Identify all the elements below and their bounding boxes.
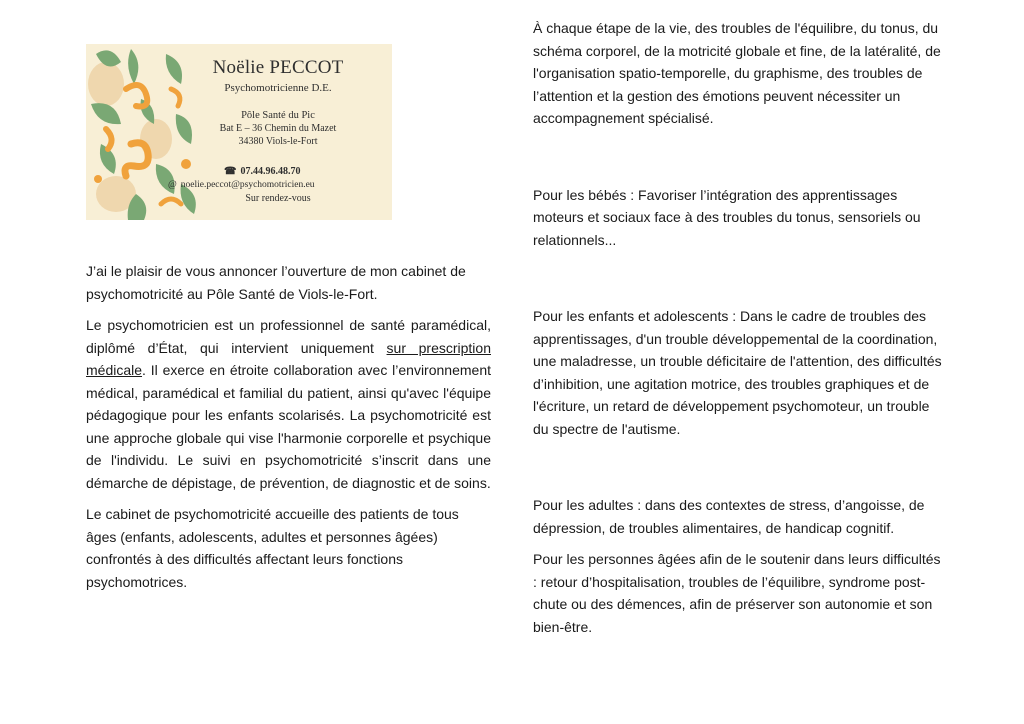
prescription-underlined: sur prescription médicale [86, 339, 491, 378]
card-address-line1: Bat E – 36 Chemin du Mazet [219, 123, 337, 134]
left-column [86, 260, 491, 593]
card-phone [224, 166, 300, 177]
phone-icon: ☎ [224, 166, 237, 177]
decorative-pattern [86, 44, 206, 220]
adults-paragraph: Pour les adultes : dans des contextes de stress, d’angoisse, de dépression, de troubles alimentaires, de handicap cognitif. [533, 497, 925, 536]
card-address-line2: 34380 Viols-le-Fort [238, 136, 318, 147]
profession-text-start: Le psychomotricien est un professionnel de santé paramédical, diplômé d’État, qui intervient uniquement [86, 317, 491, 356]
card-name: Noëlie PECCOT [212, 57, 344, 78]
card-pole: Pôle Santé du Pic [241, 110, 315, 121]
life-stages-paragraph: À chaque étape de la vie, des troubles de l'équilibre, du tonus, du schéma corporel, de la motricité globale et fine, de la latéralité, de l'organisation spatio-temporelle, du graphisme, des troubles de l’attention et la gestion des émotions peuvent nécessiter un accompagnement spécialisé. [533, 20, 941, 126]
profession-text-end: . Il exerce en étroite collaboration avec l’environnement médical, paramédical et familial du patient, ainsi qu'avec l'équipe pédagogique pour les enfants scolarisés. La psychomotricité est une approche globale qui vise l'harmonie corporelle et psychique de l'individu. Le suivi en psychomotricité s’inscrit dans une démarche de dépistage, de prévention, de diagnostic et de soins. [86, 362, 491, 491]
elderly-paragraph: Pour les personnes âgées afin de le soutenir dans leurs difficultés : retour d’hospitalisation, troubles de l’équilibre, syndrome post-chute ou des démences, afin de préserver son autonomie et son bien-être. [533, 551, 941, 635]
card-appointment: Sur rendez-vous [245, 193, 311, 204]
babies-paragraph: Pour les bébés : Favoriser l’intégration des apprentissages moteurs et sociaux face à des troubles du tonus, sensoriels ou relationnels... [533, 186, 921, 248]
children-paragraph: Pour les enfants et adolescents : Dans le cadre de troubles des apprentissages, d'un trouble développemental de la coordination, une maladresse, un trouble déficitaire de l'attention, des difficultés d’inhibition, une agitation motrice, des troubles graphiques et de l'écriture, un retard de développement psychomoteur, un trouble du spectre de l'autisme. [533, 308, 942, 437]
right-column [533, 17, 948, 638]
intro-paragraph: J’ai le plaisir de vous annoncer l’ouverture de mon cabinet de psychomotricité au Pôle Santé de Viols-le-Fort. [86, 263, 466, 302]
profession-paragraph [86, 314, 491, 494]
business-card [86, 44, 392, 220]
card-email [168, 180, 315, 190]
patients-paragraph: Le cabinet de psychomotricité accueille des patients de tous âges (enfants, adolescents, adultes et personnes âgées) confrontés à des difficultés affectant leurs fonctions psychomotrices. [86, 506, 459, 590]
card-phone-number: 07.44.96.48.70 [240, 166, 301, 177]
at-icon: @ [168, 180, 177, 190]
card-role: Psychomotricienne D.E. [224, 82, 332, 94]
card-email-address: noelie.peccot@psychomotricien.eu [180, 180, 315, 190]
